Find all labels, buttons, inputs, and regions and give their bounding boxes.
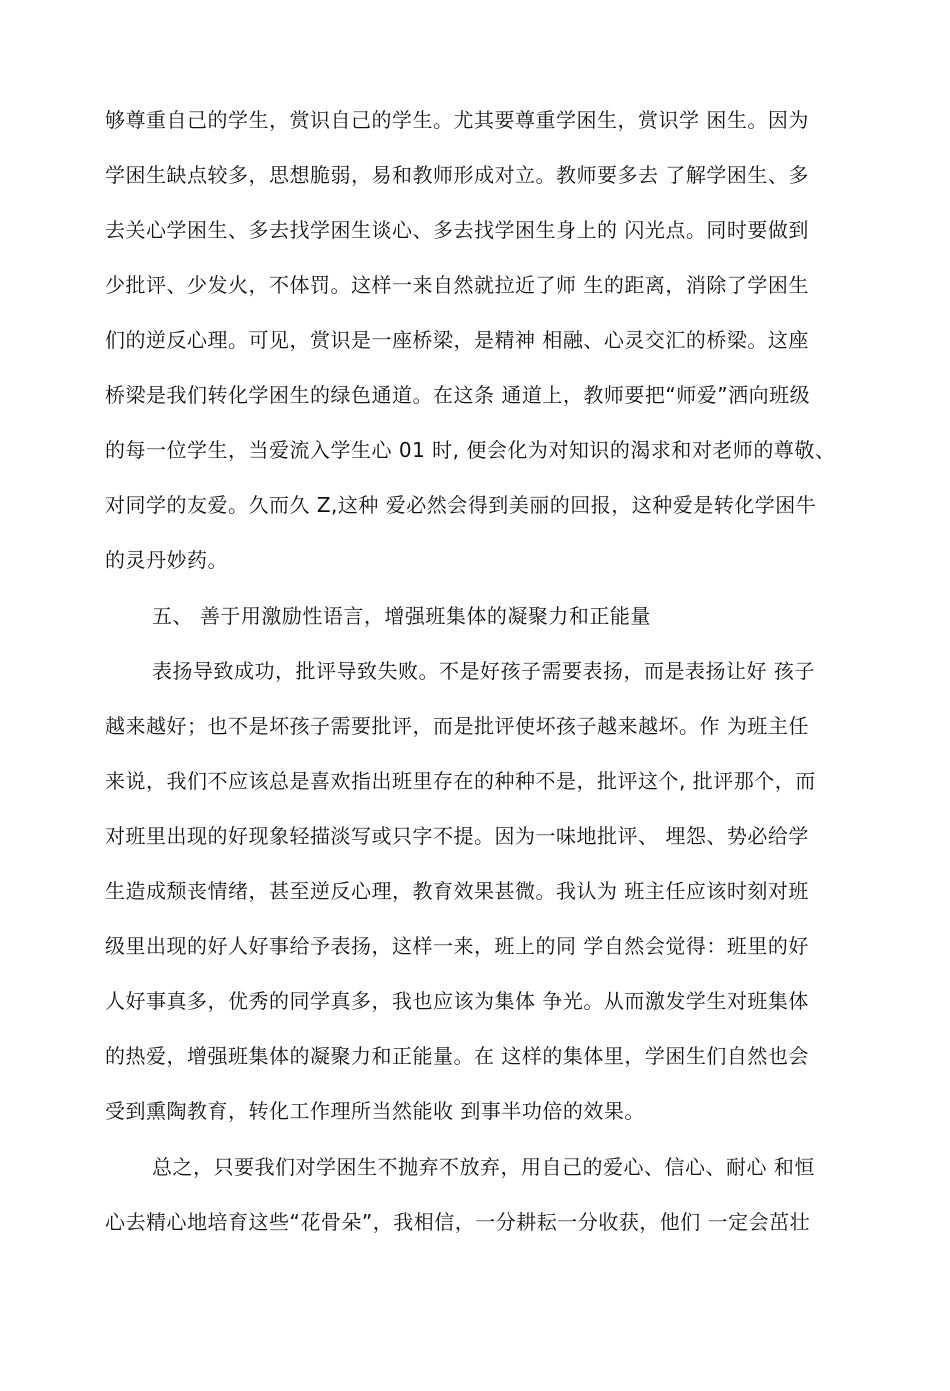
text-line: 心去精心地培育这些“花骨朵”，我相信，一分耕耘一分收获，他们 一定会茁壮: [105, 1210, 811, 1234]
text-line: 桥梁是我们转化学困生的绿色通道。在这条 通道上，教师要把“师爱”洒向班级: [105, 383, 811, 407]
text-line: 生造成颓丧情绪，甚至逆反心理，教育效果甚微。我认为 班主任应该时刻对班: [105, 879, 809, 903]
text-line: 级里出现的好人好事给予表扬，这样一来，班上的同 学自然会觉得：班里的好: [105, 934, 809, 958]
text-line: 受到熏陶教育，转化工作理所当然能收 到事半功倍的效果。: [105, 1099, 645, 1123]
text-line: 对同学的友爱。久而久 Z,这种 爱必然会得到美丽的回报，这种爱是转化学困牛: [105, 493, 817, 517]
text-line: 们的逆反心理。可见，赏识是一座桥梁，是精神 相融、心灵交汇的桥梁。这座: [105, 328, 809, 352]
text-line: 人好事真多，优秀的同学真多，我也应该为集体 争光。从而激发学生对班集体: [105, 989, 809, 1013]
text-line: 去关心学困生、多去找学困生谈心、多去找学困生身上的 闪光点。同时要做到: [105, 218, 809, 242]
text-line: 的每一位学生，当爱流入学生心 01 时, 便会化为对知识的渴求和对老师的尊敬、: [105, 438, 836, 462]
text-line: 来说，我们不应该总是喜欢指出班里存在的种种不是，批评这个, 批评那个，而: [105, 769, 816, 793]
text-line: 越来越好；也不是坏孩子需要批评，而是批评使坏孩子越来越坏。作 为班主任: [105, 714, 809, 738]
text-line: 表扬导致成功，批评导致失败。不是好孩子需要表扬，而是表扬让好 孩子: [152, 659, 815, 683]
text-line: 的灵丹妙药。: [105, 548, 228, 572]
text-line: 对班里出现的好现象轻描淡写或只字不提。因为一味地批评、 埋怨、势必给学: [105, 824, 809, 848]
text-line: 总之，只要我们对学困生不抛弃不放弃，用自己的爱心、信心、耐心 和恒: [152, 1155, 815, 1179]
section-heading: 五、 善于用激励性语言，增强班集体的凝聚力和正能量: [152, 604, 651, 628]
text-line: 够尊重自己的学生，赏识自己的学生。尤其要尊重学困生，赏识学 困生。因为: [105, 108, 809, 132]
text-line: 少批评、少发火，不体罚。这样一来自然就拉近了师 生的距离，消除了学困生: [105, 273, 809, 297]
text-line: 的热爱，增强班集体的凝聚力和正能量。在 这样的集体里，学困生们自然也会: [105, 1044, 809, 1068]
text-line: 学困生缺点较多，思想脆弱，易和教师形成对立。教师要多去 了解学困生、多: [105, 163, 809, 187]
